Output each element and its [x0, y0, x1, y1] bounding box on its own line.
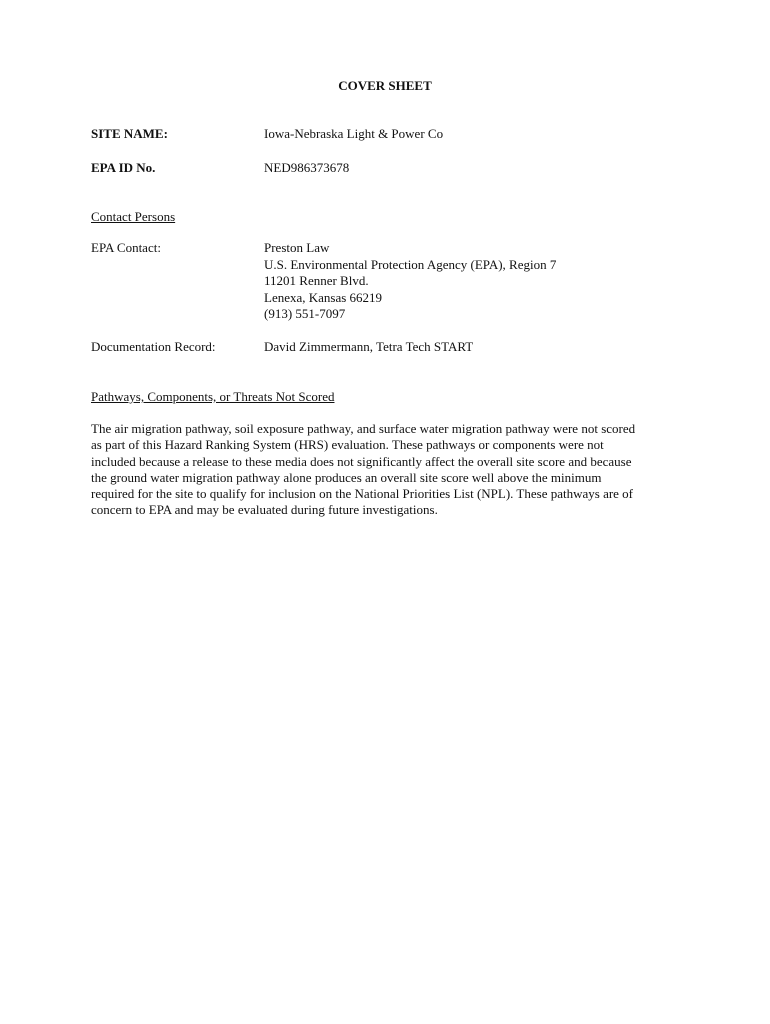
pathways-paragraph	[91, 421, 676, 519]
epa-contact-city: Lenexa, Kansas 66219	[264, 289, 383, 305]
epa-contact-street: 11201 Renner Blvd.	[264, 273, 369, 288]
documentation-record-value: David Zimmermann, Tetra Tech START	[264, 339, 474, 354]
page-title: COVER SHEET	[338, 78, 432, 93]
epa-contact-phone: (913) 551-7097	[264, 306, 346, 321]
paragraph-line: required for the site to qualify for inclusion on the National Priorities List (NPL). These pathways are of	[91, 486, 634, 502]
epa-contact-name: Preston Law	[264, 240, 330, 255]
epa-id-value: NED986373678	[264, 160, 350, 175]
paragraph-line: included because a release to these media does not significantly affect the overall site score and because	[91, 453, 632, 469]
paragraph-line: the ground water migration pathway alone produces an overall site score well above the minimum	[91, 469, 602, 485]
epa-contact-label: EPA Contact:	[91, 240, 161, 255]
site-name-label: SITE NAME:	[91, 126, 168, 141]
pathways-heading: Pathways, Components, or Threats Not Scored	[91, 389, 335, 404]
site-name-value: Iowa-Nebraska Light & Power Co	[264, 126, 444, 141]
paragraph-line: The air migration pathway, soil exposure pathway, and surface water migration pathway were not scored	[91, 421, 636, 436]
epa-id-label: EPA ID No.	[91, 160, 156, 175]
epa-contact-agency: U.S. Environmental Protection Agency (EPA), Region 7	[264, 256, 557, 272]
paragraph-line: as part of this Hazard Ranking System (HRS) evaluation. These pathways or components were not	[91, 437, 604, 453]
documentation-record-label: Documentation Record:	[91, 339, 216, 354]
contact-persons-heading: Contact Persons	[91, 209, 176, 224]
epa-contact-details	[264, 240, 556, 323]
paragraph-line: concern to EPA and may be evaluated during future investigations.	[91, 502, 438, 518]
